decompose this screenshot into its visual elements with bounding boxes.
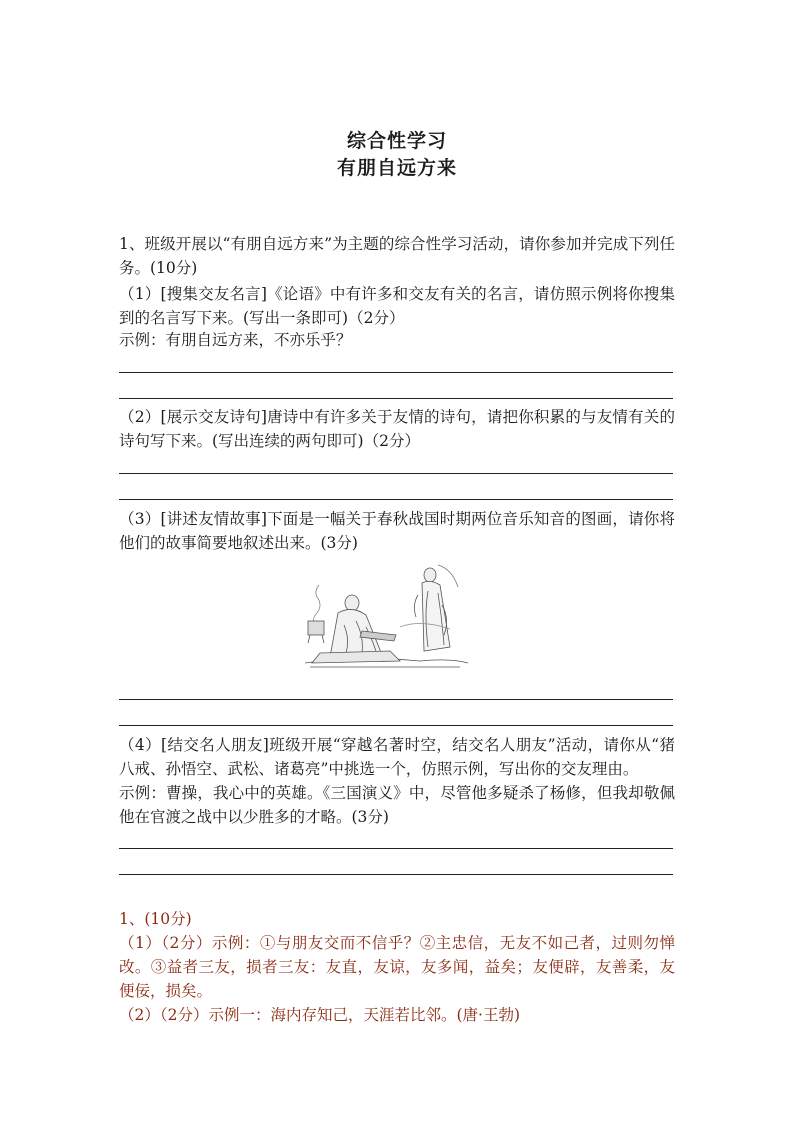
answer-line-3a	[119, 699, 673, 700]
answer-key-2	[119, 1003, 675, 1027]
task-4-example: 示例：曹操，我心中的英雄。《三国演义》中，尽管他多疑杀了杨修，但我却敬佩他在官渡之战中以少胜多的才略。(3分)	[119, 784, 675, 826]
answer-line-4b	[119, 874, 673, 875]
answer-key-1-body: ①与朋友交而不信乎？②主忠信，无友不如己者，过则勿惮改。③益者三友，损者三友：友直，友谅，友多闻，益矣；友便辟，友善柔，友便佞，损矣。	[119, 934, 675, 1000]
task-1-prompt: （1）[搜集交友名言]《论语》中有许多和交友有关的名言，请仿照示例将你搜集到的名言写下来。(写出一条即可)（2分）	[119, 285, 675, 327]
answer-key-header: 1、(10分)	[119, 910, 192, 928]
answer-key-1-prefix: （1）（2分）示例：	[119, 934, 260, 952]
answer-line-2b	[119, 499, 673, 500]
page-subtitle: 有朋自远方来	[336, 157, 457, 179]
answer-line-1b	[119, 398, 673, 399]
task-2-prompt: （2）[展示交友诗句]唐诗中有许多关于友情的诗句，请把你积累的与友情有关的诗句写下来。(写出连续的两句即可)（2分）	[119, 408, 675, 450]
task-1-example: 示例：有朋自远方来，不亦乐乎？	[119, 331, 352, 349]
answer-line-2a	[119, 473, 673, 474]
answer-line-4a	[119, 848, 673, 849]
task-3-prompt: （3）[讲述友情故事]下面是一幅关于春秋战国时期两位音乐知音的图画，请你将他们的故事简要地叙述出来。(3分)	[119, 510, 675, 552]
answer-line-1a	[119, 372, 673, 373]
answer-key-1	[119, 931, 675, 1003]
answer-key-2-body: 海内存知己，天涯若比邻。(唐·王勃)	[270, 1006, 521, 1024]
page-title: 综合性学习	[346, 130, 447, 152]
answer-key-2-prefix: （2）（2分）示例一：	[119, 1006, 271, 1024]
zhiyin-musicians-illustration	[300, 555, 470, 670]
answer-line-3b	[119, 725, 673, 726]
question-intro: 1、班级开展以“有朋自远方来”为主题的综合性学习活动，请你参加并完成下列任务。(10分)	[119, 235, 675, 277]
task-4-prompt: （4）[结交名人朋友]班级开展“穿越名著时空，结交名人朋友”活动，请你从“猪八戒、孙悟空、武松、诸葛亮”中挑选一个，仿照示例，写出你的交友理由。	[119, 736, 675, 778]
